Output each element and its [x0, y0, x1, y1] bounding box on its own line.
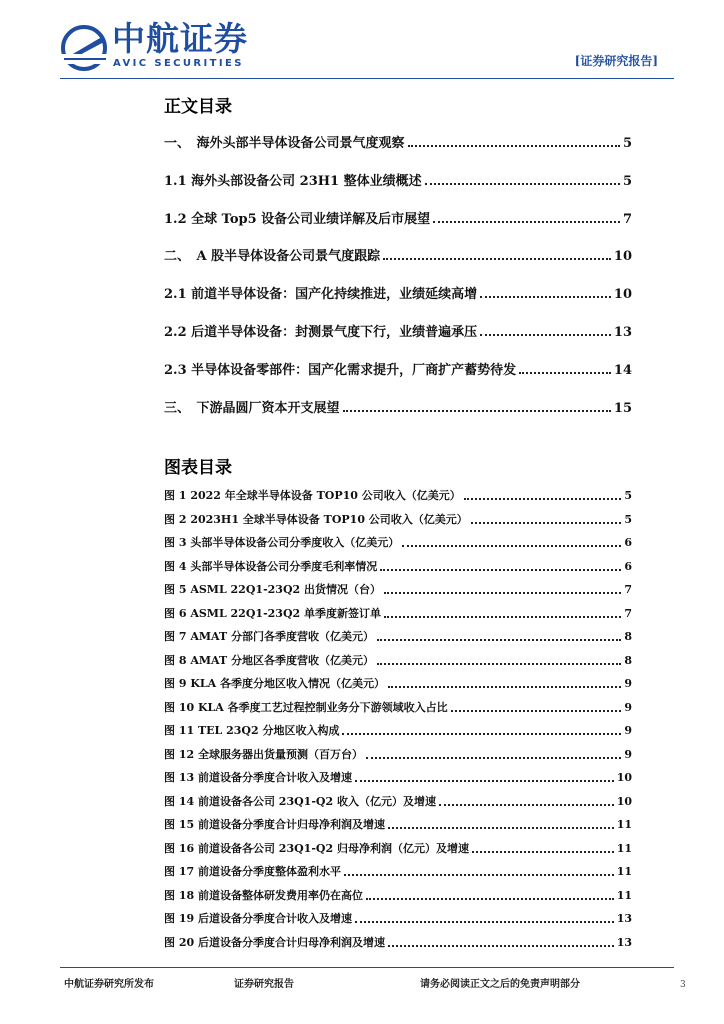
- figure-entry-page: 11: [616, 841, 632, 855]
- toc-entry-page: 10: [613, 249, 632, 264]
- dot-leader: [355, 921, 614, 923]
- figure-entry[interactable]: [164, 887, 632, 903]
- figure-entry-label: 图 14 前道设备各公司 23Q1-Q2 收入（亿元）及增速: [164, 794, 436, 808]
- dot-leader: [384, 592, 621, 594]
- figure-entry-page: 9: [624, 747, 632, 761]
- figure-entry-label: 图 13 前道设备分季度合计收入及增速: [164, 771, 352, 784]
- dot-leader: [388, 945, 614, 947]
- figure-entry-page: 9: [624, 700, 632, 714]
- report-type-tag: [证券研究报告]: [574, 54, 658, 68]
- toc-entry[interactable]: [164, 283, 632, 302]
- figure-entry[interactable]: [164, 652, 632, 668]
- dot-leader: [519, 372, 611, 374]
- figure-entry-page: 9: [624, 677, 632, 690]
- toc-entry-page: 14: [613, 363, 632, 378]
- dot-leader: [355, 780, 614, 782]
- toc-entry[interactable]: [164, 132, 632, 151]
- brand-name-en: AVIC SECURITIES: [113, 58, 244, 69]
- figure-entry-label: 图 1 2022 年全球半导体设备 TOP10 公司收入（亿美元）: [164, 489, 461, 502]
- page-number: 3: [680, 980, 686, 990]
- dot-leader: [472, 851, 614, 853]
- figure-entry[interactable]: [164, 816, 632, 832]
- figure-entry[interactable]: [164, 746, 632, 762]
- figure-entry[interactable]: [164, 605, 632, 621]
- dot-leader: [343, 410, 611, 412]
- figure-entry[interactable]: [164, 534, 632, 550]
- dot-leader: [480, 296, 611, 298]
- footer-report-type: 证券研究报告: [234, 979, 294, 990]
- dot-leader: [384, 616, 621, 618]
- dot-leader: [388, 827, 614, 829]
- toc-entry-page: 5: [622, 174, 632, 189]
- toc-entry[interactable]: [164, 208, 632, 227]
- header-divider: [60, 78, 674, 79]
- figure-entry-label: 图 5 ASML 22Q1-23Q2 出货情况（台）: [164, 583, 382, 596]
- dot-leader: [464, 498, 622, 500]
- toc-entry-label: 2.3 半导体设备零部件：国产化需求提升，厂商扩产蓄势待发: [164, 363, 517, 378]
- figure-entry-label: 图 15 前道设备分季度合计归母净利润及增速: [164, 818, 385, 831]
- figure-entry[interactable]: [164, 863, 632, 879]
- dot-leader: [377, 663, 621, 665]
- figure-entry-label: 图 10 KLA 各季度工艺过程控制业务分下游领域收入占比: [164, 700, 448, 714]
- figure-entry-label: 图 17 前道设备分季度整体盈利水平: [164, 865, 341, 878]
- figure-entry-label: 图 11 TEL 23Q2 分地区收入构成: [164, 724, 340, 737]
- dot-leader: [342, 733, 621, 735]
- dot-leader: [439, 804, 614, 806]
- dot-leader: [366, 757, 621, 759]
- footer-disclaimer: 请务必阅读正文之后的免责声明部分: [420, 979, 580, 990]
- figure-entry-page: 8: [624, 653, 632, 667]
- figure-entry[interactable]: [164, 840, 632, 856]
- figure-entry[interactable]: [164, 934, 632, 950]
- toc-entry-label: 一、 海外头部半导体设备公司景气度观察: [164, 136, 405, 151]
- figure-entry-page: 6: [624, 536, 632, 549]
- figure-entry[interactable]: [164, 511, 632, 527]
- figure-entry-page: 9: [624, 724, 632, 737]
- figure-entry-page: 10: [616, 794, 632, 808]
- toc-entry-label: 1.2 全球 Top5 设备公司业绩详解及后市展望: [164, 212, 431, 227]
- dot-leader: [383, 258, 611, 260]
- dot-leader: [344, 874, 614, 876]
- dot-leader: [380, 569, 621, 571]
- figure-entry-page: 13: [616, 912, 632, 925]
- figure-entry-label: 图 9 KLA 各季度分地区收入情况（亿美元）: [164, 677, 385, 690]
- figure-entry-page: 10: [616, 771, 632, 784]
- footer-divider: [60, 967, 674, 968]
- figure-entry-label: 图 16 前道设备各公司 23Q1-Q2 归母净利润（亿元）及增速: [164, 841, 469, 855]
- figure-entry-page: 5: [624, 489, 632, 502]
- figure-entry-label: 图 20 后道设备分季度合计归母净利润及增速: [164, 935, 385, 949]
- figure-entry-page: 7: [624, 583, 632, 596]
- figure-entry-page: 11: [616, 865, 632, 878]
- figure-entry-page: 7: [624, 606, 632, 620]
- figure-entry-label: 图 2 2023H1 全球半导体设备 TOP10 公司收入（亿美元）: [164, 512, 468, 526]
- footer-publisher: 中航证券研究所发布: [64, 979, 154, 990]
- brand-name-cn: 中航证券: [112, 19, 248, 58]
- figure-entry-label: 图 4 头部半导体设备公司分季度毛利率情况: [164, 559, 378, 573]
- figure-entry-label: 图 18 前道设备整体研发费用率仍在高位: [164, 888, 363, 902]
- figure-entry[interactable]: [164, 699, 632, 715]
- dot-leader: [433, 221, 620, 223]
- main-toc-title: 正文目录: [164, 97, 232, 117]
- dot-leader: [451, 710, 622, 712]
- toc-entry-label: 二、 A 股半导体设备公司景气度跟踪: [164, 249, 381, 264]
- figure-toc-title: 图表目录: [164, 458, 232, 478]
- figure-entry[interactable]: [164, 769, 632, 785]
- figure-entry[interactable]: [164, 722, 632, 738]
- figure-entry-page: 6: [624, 559, 632, 573]
- figure-entry-label: 图 7 AMAT 分部门各季度营收（亿美元）: [164, 630, 374, 643]
- figure-entry[interactable]: [164, 675, 632, 691]
- toc-entry-page: 7: [622, 212, 632, 227]
- avic-logo-icon: [60, 24, 110, 72]
- toc-entry[interactable]: [164, 397, 632, 416]
- figure-entry[interactable]: [164, 628, 632, 644]
- figure-entry[interactable]: [164, 793, 632, 809]
- page-header: [0, 0, 724, 80]
- dot-leader: [425, 183, 620, 185]
- toc-entry[interactable]: [164, 170, 632, 189]
- toc-entry-label: 2.2 后道半导体设备：封测景气度下行，业绩普遍承压: [164, 325, 478, 340]
- toc-entry-page: 13: [613, 325, 632, 340]
- figure-entry-page: 11: [616, 818, 632, 831]
- toc-entry-label: 三、 下游晶圆厂资本开支展望: [164, 401, 340, 416]
- dot-leader: [366, 898, 614, 900]
- figure-entry-page: 5: [624, 512, 632, 526]
- toc-entry-page: 15: [613, 401, 632, 416]
- figure-entry-page: 11: [616, 888, 632, 902]
- dot-leader: [388, 686, 621, 688]
- dot-leader: [377, 639, 621, 641]
- figure-entry-label: 图 6 ASML 22Q1-23Q2 单季度新签订单: [164, 606, 382, 620]
- dot-leader: [408, 145, 620, 147]
- dot-leader: [471, 522, 622, 524]
- toc-entry[interactable]: [164, 359, 632, 378]
- figure-entry-label: 图 3 头部半导体设备公司分季度收入（亿美元）: [164, 536, 400, 549]
- toc-entry-label: 2.1 前道半导体设备：国产化持续推进，业绩延续高增: [164, 287, 478, 302]
- figure-entry[interactable]: [164, 910, 632, 926]
- figure-entry[interactable]: [164, 581, 632, 597]
- toc-entry-label: 1.1 海外头部设备公司 23H1 整体业绩概述: [164, 174, 422, 189]
- toc-entry-page: 10: [613, 287, 632, 302]
- figure-entry[interactable]: [164, 487, 632, 503]
- figure-entry-label: 图 12 全球服务器出货量预测（百万台）: [164, 747, 363, 761]
- toc-entry[interactable]: [164, 245, 632, 264]
- toc-entry[interactable]: [164, 321, 632, 340]
- dot-leader: [402, 545, 621, 547]
- figure-entry-page: 13: [616, 935, 632, 949]
- figure-entry-page: 8: [624, 630, 632, 643]
- figure-entry-label: 图 19 后道设备分季度合计收入及增速: [164, 912, 352, 925]
- dot-leader: [480, 334, 611, 336]
- figure-entry[interactable]: [164, 558, 632, 574]
- figure-entry-label: 图 8 AMAT 分地区各季度营收（亿美元）: [164, 653, 374, 667]
- toc-entry-page: 5: [622, 136, 632, 151]
